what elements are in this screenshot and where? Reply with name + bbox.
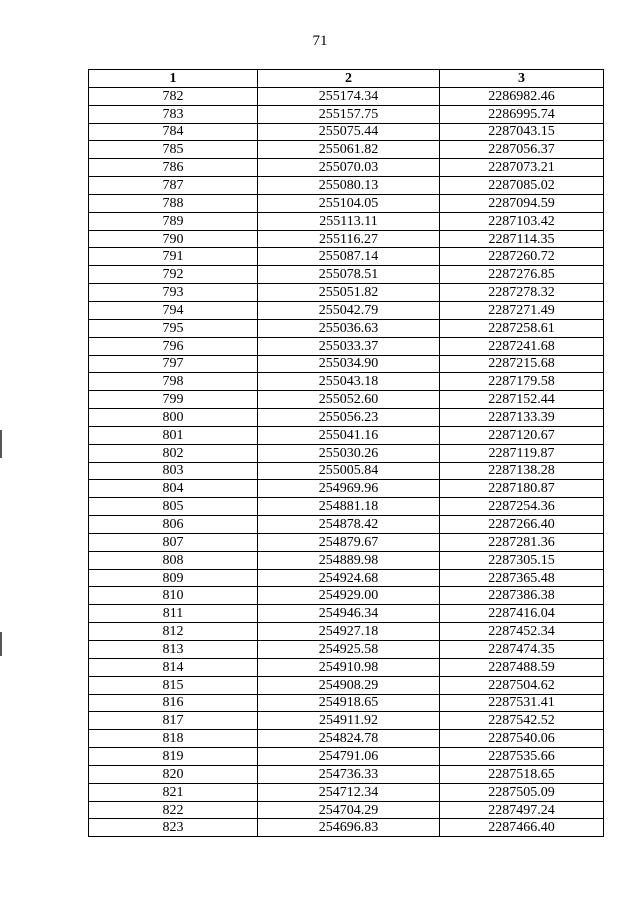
point-number-cell: 802	[89, 444, 258, 462]
table-row	[89, 748, 604, 766]
table-row	[89, 623, 604, 641]
x-coordinate-cell: 255070.03	[258, 159, 440, 177]
point-number-cell: 789	[89, 212, 258, 230]
x-coordinate-cell: 255030.26	[258, 444, 440, 462]
x-coordinate-cell: 255075.44	[258, 123, 440, 141]
point-number-cell: 815	[89, 676, 258, 694]
header-row	[89, 70, 604, 88]
y-coordinate-cell: 2287271.49	[440, 301, 604, 319]
x-coordinate-cell: 254946.34	[258, 605, 440, 623]
y-coordinate-cell: 2287258.61	[440, 319, 604, 337]
x-coordinate-cell: 254879.67	[258, 533, 440, 551]
x-coordinate-cell: 255051.82	[258, 284, 440, 302]
point-number-cell: 804	[89, 480, 258, 498]
table-row	[89, 765, 604, 783]
x-coordinate-cell: 255034.90	[258, 355, 440, 373]
table-row	[89, 516, 604, 534]
y-coordinate-cell: 2287266.40	[440, 516, 604, 534]
x-coordinate-cell: 255113.11	[258, 212, 440, 230]
y-coordinate-cell: 2287452.34	[440, 623, 604, 641]
table-row	[89, 337, 604, 355]
x-coordinate-cell: 255043.18	[258, 373, 440, 391]
x-coordinate-cell: 255087.14	[258, 248, 440, 266]
y-coordinate-cell: 2287103.42	[440, 212, 604, 230]
point-number-cell: 810	[89, 587, 258, 605]
table-row	[89, 248, 604, 266]
table-row	[89, 177, 604, 195]
x-coordinate-cell: 255056.23	[258, 409, 440, 427]
x-coordinate-cell: 254736.33	[258, 765, 440, 783]
point-number-cell: 787	[89, 177, 258, 195]
x-coordinate-cell: 254696.83	[258, 819, 440, 837]
y-coordinate-cell: 2287305.15	[440, 551, 604, 569]
table-row	[89, 783, 604, 801]
point-number-cell: 797	[89, 355, 258, 373]
point-number-cell: 793	[89, 284, 258, 302]
x-coordinate-cell: 255116.27	[258, 230, 440, 248]
x-coordinate-cell: 254925.58	[258, 641, 440, 659]
point-number-cell: 811	[89, 605, 258, 623]
point-number-cell: 821	[89, 783, 258, 801]
point-number-cell: 783	[89, 105, 258, 123]
y-coordinate-cell: 2286982.46	[440, 87, 604, 105]
x-coordinate-cell: 255157.75	[258, 105, 440, 123]
x-coordinate-cell: 255052.60	[258, 391, 440, 409]
table-row	[89, 105, 604, 123]
y-coordinate-cell: 2287215.68	[440, 355, 604, 373]
x-coordinate-cell: 255104.05	[258, 194, 440, 212]
x-coordinate-cell: 255080.13	[258, 177, 440, 195]
point-number-cell: 786	[89, 159, 258, 177]
table-row	[89, 694, 604, 712]
point-number-cell: 799	[89, 391, 258, 409]
point-number-cell: 813	[89, 641, 258, 659]
y-coordinate-cell: 2287466.40	[440, 819, 604, 837]
table-row	[89, 141, 604, 159]
x-coordinate-cell: 254712.34	[258, 783, 440, 801]
y-coordinate-cell: 2287531.41	[440, 694, 604, 712]
x-coordinate-cell: 254704.29	[258, 801, 440, 819]
table-row	[89, 444, 604, 462]
table-row	[89, 284, 604, 302]
y-coordinate-cell: 2287073.21	[440, 159, 604, 177]
y-coordinate-cell: 2287504.62	[440, 676, 604, 694]
column-header-y: 3	[440, 70, 604, 88]
point-number-cell: 809	[89, 569, 258, 587]
x-coordinate-cell: 254881.18	[258, 498, 440, 516]
table-row	[89, 87, 604, 105]
table-row	[89, 301, 604, 319]
y-coordinate-cell: 2287276.85	[440, 266, 604, 284]
x-coordinate-cell: 254924.68	[258, 569, 440, 587]
point-number-cell: 808	[89, 551, 258, 569]
coordinates-table	[88, 69, 604, 837]
y-coordinate-cell: 2287497.24	[440, 801, 604, 819]
table-row	[89, 409, 604, 427]
x-coordinate-cell: 254878.42	[258, 516, 440, 534]
x-coordinate-cell: 254911.92	[258, 712, 440, 730]
point-number-cell: 819	[89, 748, 258, 766]
y-coordinate-cell: 2287133.39	[440, 409, 604, 427]
y-coordinate-cell: 2287260.72	[440, 248, 604, 266]
point-number-cell: 788	[89, 194, 258, 212]
table-row	[89, 498, 604, 516]
table-row	[89, 676, 604, 694]
y-coordinate-cell: 2287138.28	[440, 462, 604, 480]
point-number-cell: 792	[89, 266, 258, 284]
column-header-x: 2	[258, 70, 440, 88]
x-coordinate-cell: 255041.16	[258, 426, 440, 444]
point-number-cell: 820	[89, 765, 258, 783]
y-coordinate-cell: 2287278.32	[440, 284, 604, 302]
y-coordinate-cell: 2287119.87	[440, 444, 604, 462]
point-number-cell: 791	[89, 248, 258, 266]
scan-edge-mark	[0, 430, 2, 458]
point-number-cell: 806	[89, 516, 258, 534]
table-row	[89, 569, 604, 587]
table-row	[89, 212, 604, 230]
table-row	[89, 426, 604, 444]
x-coordinate-cell: 255005.84	[258, 462, 440, 480]
y-coordinate-cell: 2287474.35	[440, 641, 604, 659]
table-row	[89, 587, 604, 605]
table-row	[89, 801, 604, 819]
point-number-cell: 798	[89, 373, 258, 391]
x-coordinate-cell: 254910.98	[258, 658, 440, 676]
table-row	[89, 641, 604, 659]
x-coordinate-cell: 255061.82	[258, 141, 440, 159]
y-coordinate-cell: 2287540.06	[440, 730, 604, 748]
table-row	[89, 819, 604, 837]
y-coordinate-cell: 2287043.15	[440, 123, 604, 141]
y-coordinate-cell: 2287085.02	[440, 177, 604, 195]
y-coordinate-cell: 2287056.37	[440, 141, 604, 159]
x-coordinate-cell: 255078.51	[258, 266, 440, 284]
y-coordinate-cell: 2287365.48	[440, 569, 604, 587]
point-number-cell: 801	[89, 426, 258, 444]
y-coordinate-cell: 2287152.44	[440, 391, 604, 409]
point-number-cell: 784	[89, 123, 258, 141]
point-number-cell: 818	[89, 730, 258, 748]
table-row	[89, 480, 604, 498]
x-coordinate-cell: 255033.37	[258, 337, 440, 355]
y-coordinate-cell: 2287114.35	[440, 230, 604, 248]
y-coordinate-cell: 2286995.74	[440, 105, 604, 123]
table-row	[89, 605, 604, 623]
y-coordinate-cell: 2287535.66	[440, 748, 604, 766]
x-coordinate-cell: 254889.98	[258, 551, 440, 569]
point-number-cell: 782	[89, 87, 258, 105]
table-row	[89, 194, 604, 212]
point-number-cell: 800	[89, 409, 258, 427]
x-coordinate-cell: 254969.96	[258, 480, 440, 498]
x-coordinate-cell: 254929.00	[258, 587, 440, 605]
point-number-cell: 814	[89, 658, 258, 676]
table-row	[89, 159, 604, 177]
table-row	[89, 462, 604, 480]
column-header-point-number: 1	[89, 70, 258, 88]
point-number-cell: 785	[89, 141, 258, 159]
table-row	[89, 551, 604, 569]
point-number-cell: 812	[89, 623, 258, 641]
point-number-cell: 817	[89, 712, 258, 730]
point-number-cell: 805	[89, 498, 258, 516]
y-coordinate-cell: 2287505.09	[440, 783, 604, 801]
point-number-cell: 823	[89, 819, 258, 837]
y-coordinate-cell: 2287281.36	[440, 533, 604, 551]
scan-edge-mark	[0, 632, 2, 656]
x-coordinate-cell: 254918.65	[258, 694, 440, 712]
x-coordinate-cell: 255036.63	[258, 319, 440, 337]
point-number-cell: 803	[89, 462, 258, 480]
y-coordinate-cell: 2287518.65	[440, 765, 604, 783]
y-coordinate-cell: 2287416.04	[440, 605, 604, 623]
x-coordinate-cell: 254824.78	[258, 730, 440, 748]
table-row	[89, 533, 604, 551]
x-coordinate-cell: 254908.29	[258, 676, 440, 694]
point-number-cell: 794	[89, 301, 258, 319]
point-number-cell: 795	[89, 319, 258, 337]
y-coordinate-cell: 2287542.52	[440, 712, 604, 730]
x-coordinate-cell: 254927.18	[258, 623, 440, 641]
y-coordinate-cell: 2287179.58	[440, 373, 604, 391]
table-row	[89, 355, 604, 373]
table-row	[89, 319, 604, 337]
point-number-cell: 822	[89, 801, 258, 819]
y-coordinate-cell: 2287254.36	[440, 498, 604, 516]
table-row	[89, 230, 604, 248]
y-coordinate-cell: 2287488.59	[440, 658, 604, 676]
y-coordinate-cell: 2287241.68	[440, 337, 604, 355]
point-number-cell: 796	[89, 337, 258, 355]
page-number: 71	[312, 33, 328, 49]
point-number-cell: 807	[89, 533, 258, 551]
table-row	[89, 123, 604, 141]
table-row	[89, 712, 604, 730]
table-row	[89, 266, 604, 284]
point-number-cell: 790	[89, 230, 258, 248]
point-number-cell: 816	[89, 694, 258, 712]
x-coordinate-cell: 255174.34	[258, 87, 440, 105]
table-row	[89, 373, 604, 391]
table-row	[89, 730, 604, 748]
table-row	[89, 658, 604, 676]
table-row	[89, 391, 604, 409]
x-coordinate-cell: 254791.06	[258, 748, 440, 766]
y-coordinate-cell: 2287386.38	[440, 587, 604, 605]
y-coordinate-cell: 2287094.59	[440, 194, 604, 212]
y-coordinate-cell: 2287180.87	[440, 480, 604, 498]
y-coordinate-cell: 2287120.67	[440, 426, 604, 444]
x-coordinate-cell: 255042.79	[258, 301, 440, 319]
